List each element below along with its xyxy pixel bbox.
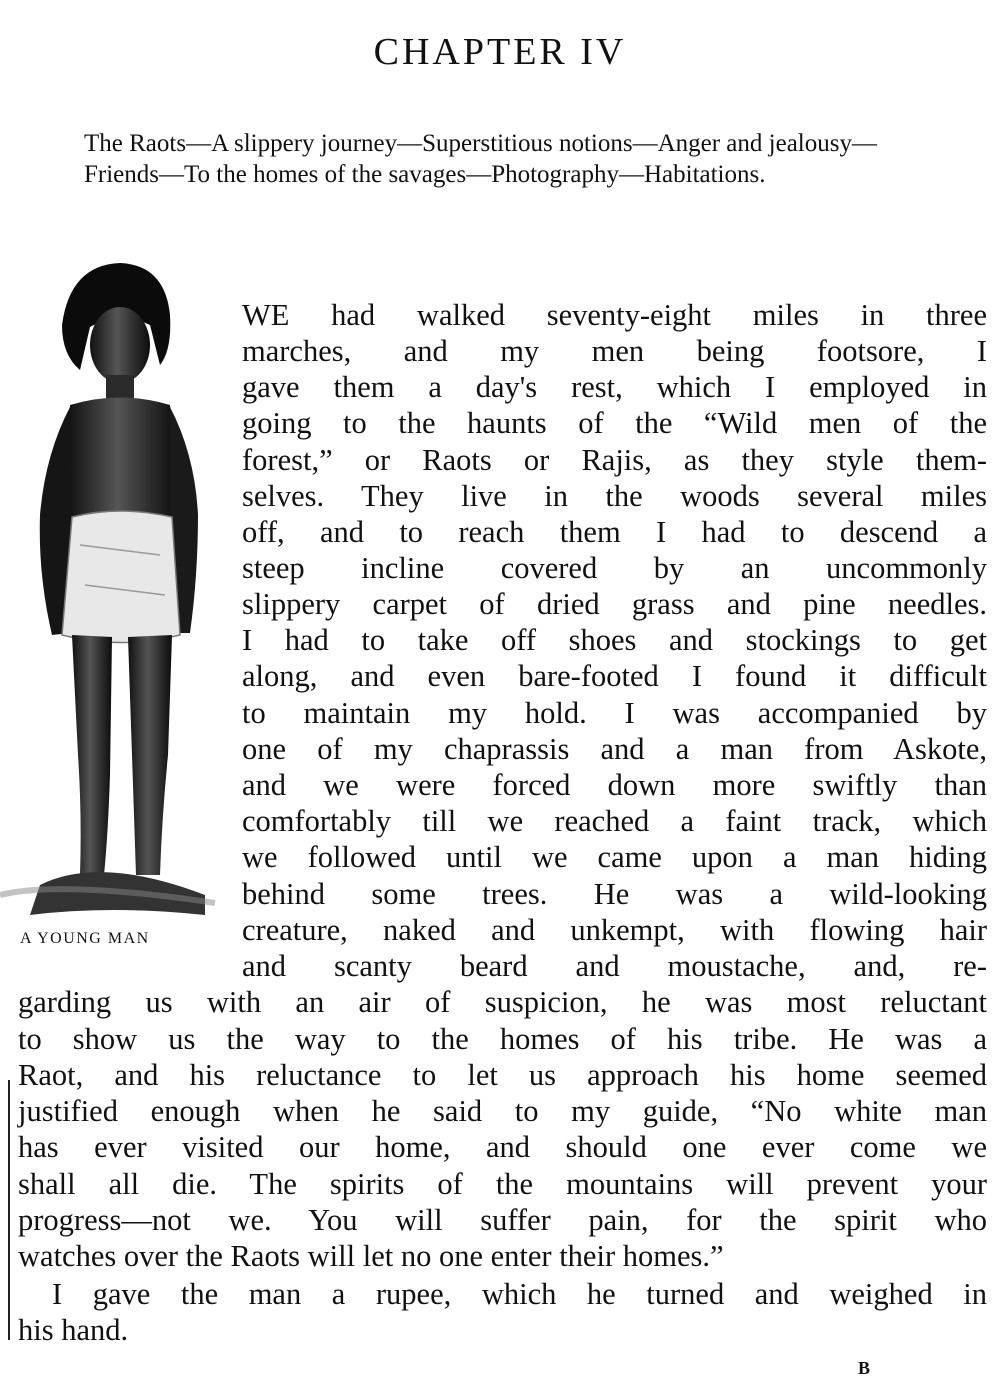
text-line: to show us the way to the homes of his tribe. He was a xyxy=(18,1022,987,1056)
text-line: and we were forced down more swiftly than xyxy=(242,768,987,802)
text-line: we followed until we came upon a man hiding xyxy=(242,840,987,874)
text-line: WE had walked seventy-eight miles in three xyxy=(242,298,987,332)
text-line: one of my chaprassis and a man from Askote, xyxy=(242,732,987,766)
text-line: going to the haunts of the “Wild men of the xyxy=(242,406,987,440)
chapter-synopsis: The Raots—A slippery journey—Superstitious notions—Anger and jealousy—Friends—To the homes of the savages—Photography—Habitations. xyxy=(84,130,877,188)
text-line: along, and even bare-footed I found it difficult xyxy=(242,659,987,693)
young-man-photo xyxy=(0,255,225,925)
text-line: I had to take off shoes and stockings to get xyxy=(242,623,987,657)
text-line: has ever visited our home, and should one ever come we xyxy=(18,1130,987,1164)
text-line: shall all die. The spirits of the mountains will prevent your xyxy=(18,1167,987,1201)
margin-rule xyxy=(8,1080,10,1340)
figure-young-man xyxy=(0,255,225,955)
text-line: gave them a day's rest, which I employed in xyxy=(242,370,987,404)
text-line: comfortably till we reached a faint track, which xyxy=(242,804,987,838)
text-line: his hand. xyxy=(18,1313,129,1347)
signature-mark: B xyxy=(858,1358,871,1378)
text-line: progress—not we. You will suffer pain, for the spirit who xyxy=(18,1203,987,1237)
text-line: to maintain my hold. I was accompanied by xyxy=(242,696,987,730)
text-line: justified enough when he said to my guide, “No white man xyxy=(18,1094,987,1128)
text-line: watches over the Raots will let no one enter their homes.” xyxy=(18,1239,724,1273)
text-line: behind some trees. He was a wild-looking xyxy=(242,877,987,911)
text-line: slippery carpet of dried grass and pine needles. xyxy=(242,587,987,621)
text-line: garding us with an air of suspicion, he was most reluctant xyxy=(18,985,987,1019)
figure-caption: A YOUNG MAN xyxy=(20,930,150,947)
text-line: Raot, and his reluctance to let us approach his home seemed xyxy=(18,1058,987,1092)
text-line: creature, naked and unkempt, with flowing hair xyxy=(242,913,987,947)
text-line: off, and to reach them I had to descend a xyxy=(242,515,987,549)
text-line: marches, and my men being footsore, I xyxy=(242,334,987,368)
text-line: selves. They live in the woods several miles xyxy=(242,479,987,513)
text-line: steep incline covered by an uncommonly xyxy=(242,551,987,585)
text-line: forest,” or Raots or Rajis, as they style them- xyxy=(242,443,987,477)
chapter-title: CHAPTER IV xyxy=(373,31,627,73)
text-line: and scanty beard and moustache, and, re- xyxy=(242,949,987,983)
text-line: I gave the man a rupee, which he turned and weighed in xyxy=(52,1277,987,1311)
